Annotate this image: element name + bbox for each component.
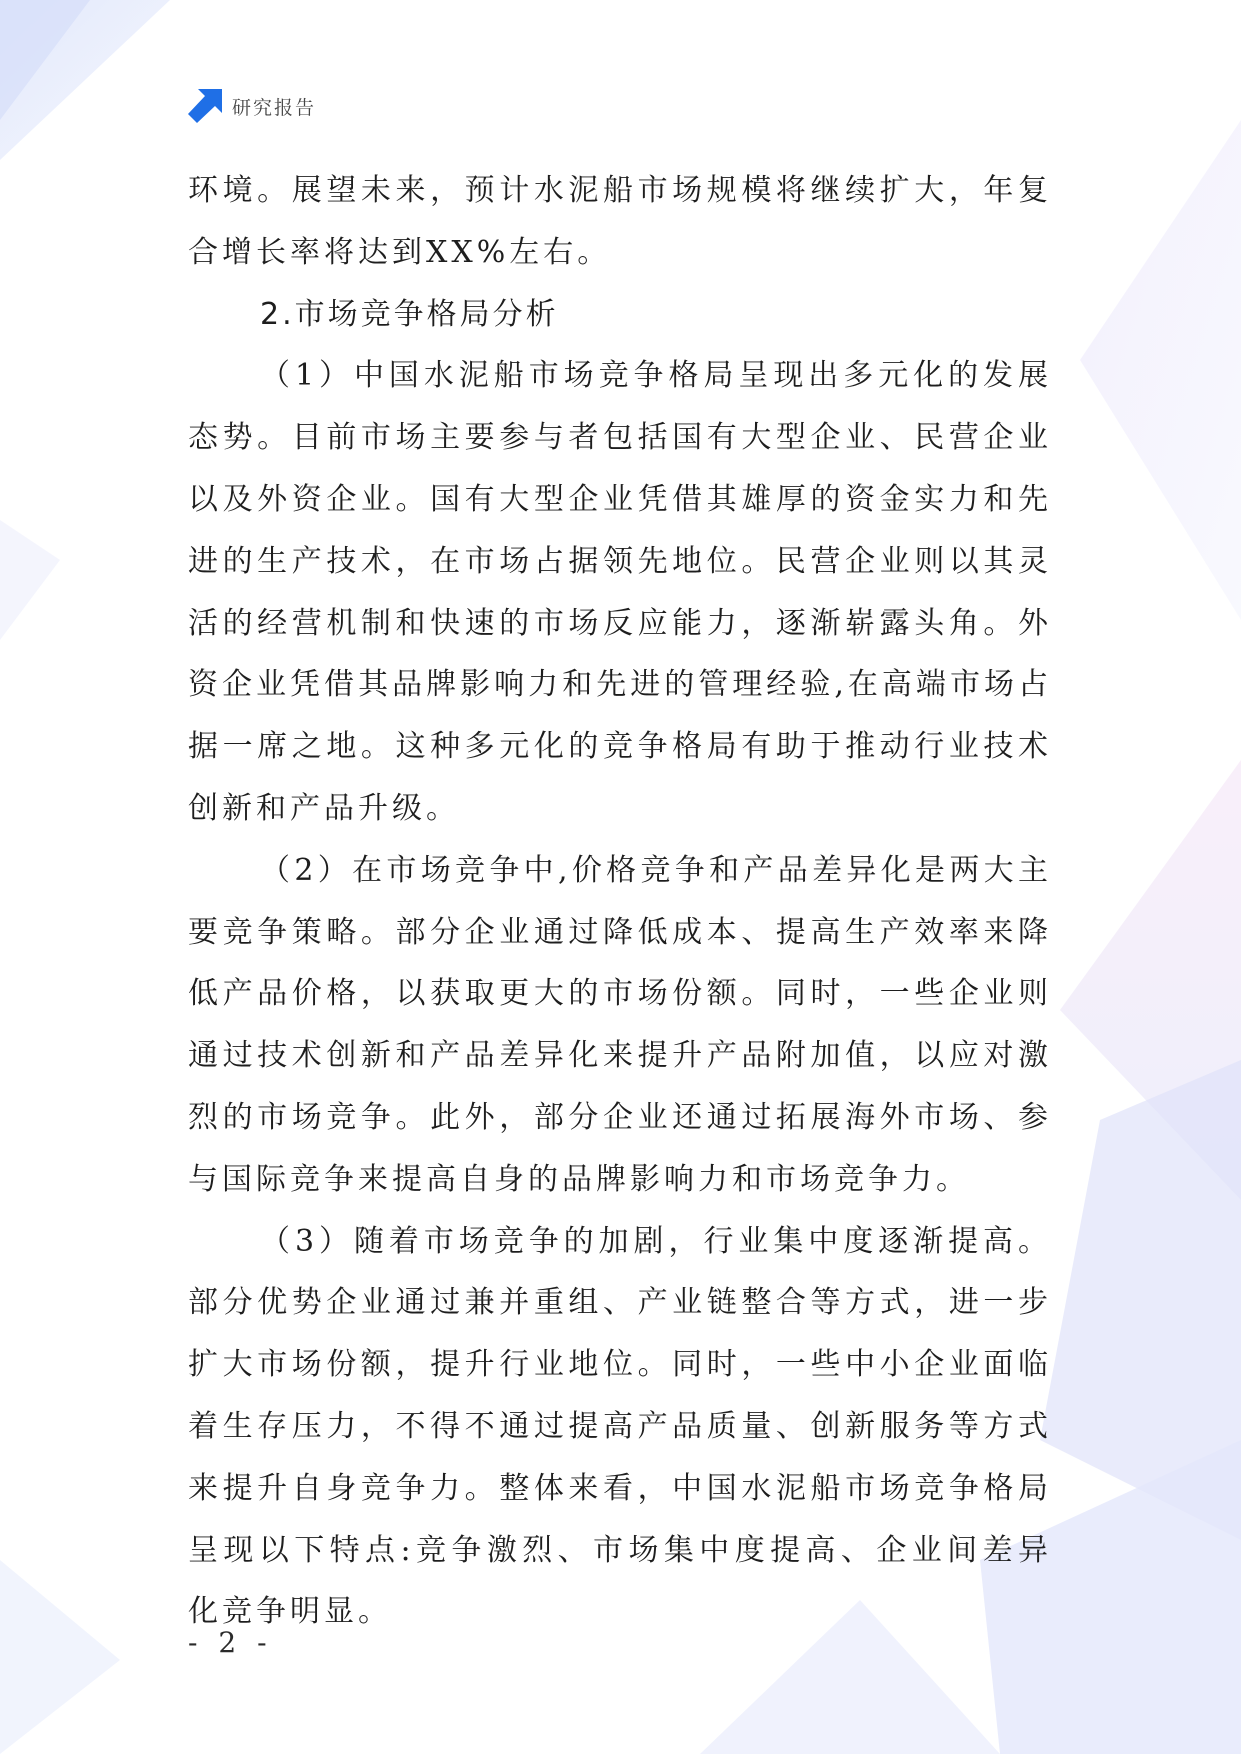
paragraph-continued: 环境。展望未来，预计水泥船市场规模将继续扩大，年复合增长率将达到XX%左右。 [188,173,1052,270]
paragraph-2: （2）在市场竞争中,价格竞争和产品差异化是两大主要竞争策略。部分企业通过降低成本、提高生产效率来降低产品价格，以获取更大的市场份额。同时，一些企业则通过技术创新和产品差异化来提升产品附加值，以应对激烈的市场竞争。此外，部分企业还通过拓展海外市场、参与国际竞争来提高自身的品牌影响力和市场竞争力。 [188,852,1052,1197]
arrow-up-right-icon [188,89,222,123]
header-title: 研究报告 [232,96,317,119]
paragraph-1: （1）中国水泥船市场竞争格局呈现出多元化的发展态势。目前市场主要参与者包括国有大型企业、民营企业以及外资企业。国有大型企业凭借其雄厚的资金实力和先进的生产技术，在市场占据领先地位。民营企业则以其灵活的经营机制和快速的市场反应能力，逐渐崭露头角。外资企业凭借其品牌影响力和先进的管理经验,在高端市场占据一席之地。这种多元化的竞争格局有助于推动行业技术创新和产品升级。 [188,358,1052,826]
report-header [188,88,316,124]
paragraph-3: （3）随着市场竞争的加剧，行业集中度逐渐提高。部分优势企业通过兼并重组、产业链整合等方式，进一步扩大市场份额，提升行业地位。同时，一些中小企业面临着生存压力，不得不通过提高产品质量、创新服务等方式来提升自身竞争力。整体来看，中国水泥船市场竞争格局呈现以下特点:竞争激烈、市场集中度提高、企业间差异化竞争明显。 [188,1223,1052,1630]
page-number: - 2 - [188,1626,273,1659]
section-heading: 2.市场竞争格局分析 [260,296,559,332]
document-body [188,160,1052,1643]
